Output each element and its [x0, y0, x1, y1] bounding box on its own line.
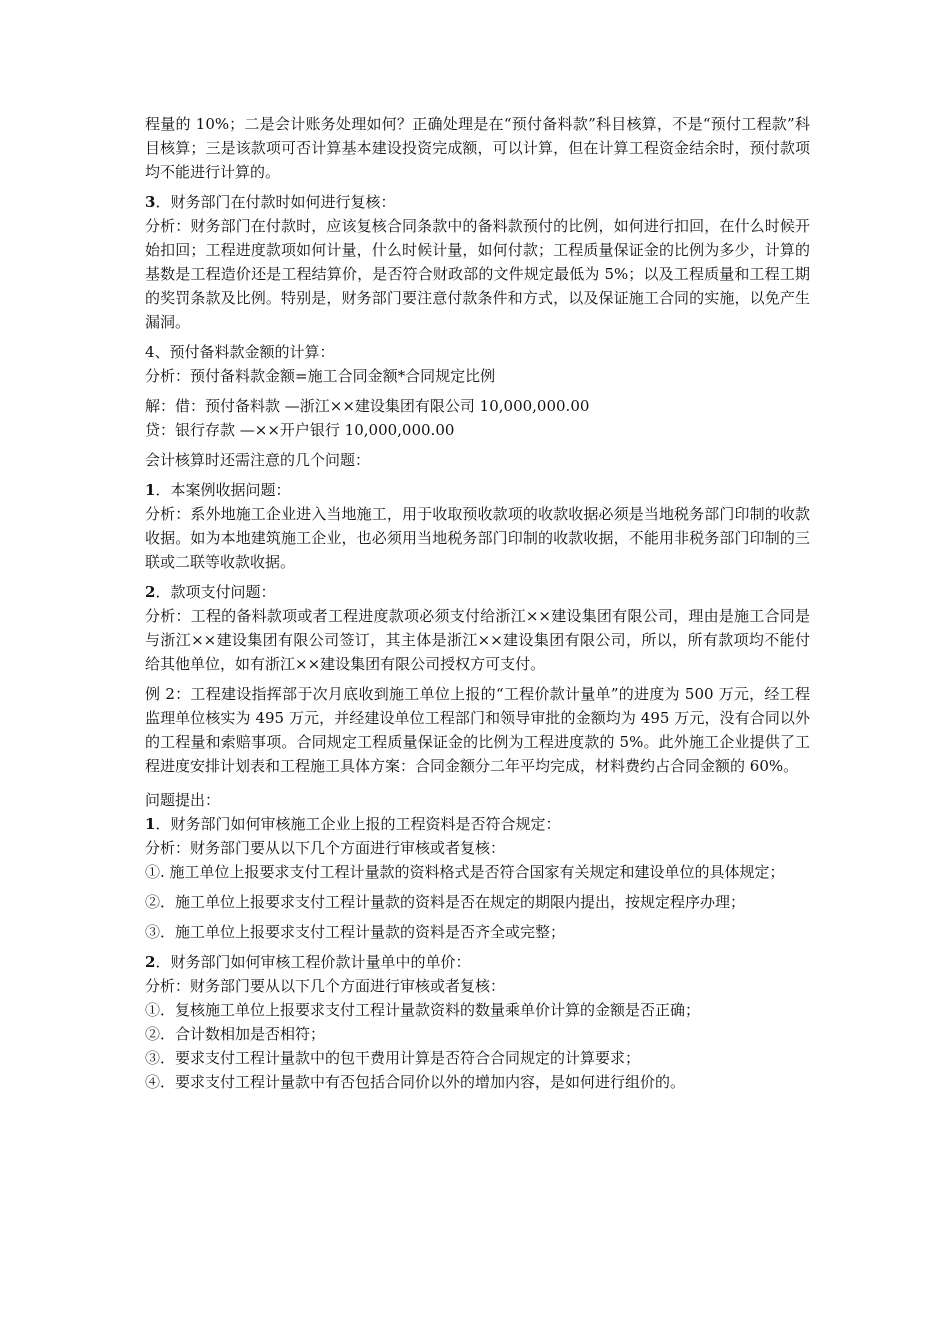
list-item: ①．复核施工单位上报要求支付工程计量款资料的数量乘单价计算的金额是否正确；	[145, 1001, 701, 1019]
document-page	[145, 112, 810, 1094]
paragraph-example-2: 例 2：工程建设指挥部于次月底收到施工单位上报的“工程价款计量单”的进度为 500 万元，经工程监理单位核实为 495 万元，并经建设单位工程部门和领导审批的金额均为 495 万元，没有合同以外的工程量和索赔事项。合同规定工程质量保证金的比例为工程进度款的 5%。此外施工企业提供了工程进度安排计划表和工程施工具体方案：合同金额分二年平均完成，材料费约占合同金额的 60%。	[145, 685, 810, 775]
heading-text: ．财务部门如何审核施工企业上报的工程资料是否符合规定：	[155, 815, 561, 833]
paragraph-analysis: 分析：系外地施工企业进入当地施工，用于收取预收款项的收款收据必须是当地税务部门印制的收款收据。如为本地建筑施工企业，也必须用当地税务部门印制的收款收据，不能用非税务部门印制的三联或二联等收款收据。	[145, 505, 810, 571]
heading-review-unit-price	[145, 950, 810, 974]
list-item: ①. 施工单位上报要求支付工程计量款的资料格式是否符合国家有关规定和建设单位的具体规定；	[145, 863, 785, 881]
paragraph-credit-entry: 贷：银行存款 —××开户银行 10,000,000.00	[145, 421, 455, 439]
heading-number: 2	[145, 583, 156, 601]
heading-payment-review	[145, 190, 810, 214]
heading-number: 1	[145, 815, 156, 833]
paragraph-notes-intro: 会计核算时还需注意的几个问题：	[145, 451, 371, 469]
heading-text: ．本案例收据问题：	[155, 481, 291, 499]
heading-payment-issue	[145, 580, 810, 604]
list-item: ④．要求支付工程计量款中有否包括合同价以外的增加内容，是如何进行组价的。	[145, 1073, 686, 1091]
heading-number: 3	[145, 193, 156, 211]
heading-text: ．财务部门如何审核工程价款计量单中的单价：	[155, 953, 471, 971]
heading-text: ．财务部门在付款时如何进行复核：	[155, 193, 396, 211]
list-item: ②．合计数相加是否相符；	[145, 1025, 326, 1043]
paragraph-intro: 程量的 10%；二是会计账务处理如何？正确处理是在“预付备料款”科目核算，不是“预付工程款”科目核算；三是该款项可否计算基本建设投资完成额，可以计算，但在计算工程资金结余时，预付款项均不能进行计算的。	[145, 115, 810, 181]
paragraph-debit-entry: 解：借：预付备料款 —浙江××建设集团有限公司 10,000,000.00	[145, 397, 590, 415]
list-item: ③．施工单位上报要求支付工程计量款的资料是否齐全或完整；	[145, 923, 566, 941]
paragraph-questions: 问题提出：	[145, 791, 221, 809]
heading-number: 2	[145, 953, 156, 971]
heading-text: ．款项支付问题：	[155, 583, 276, 601]
heading-number: 1	[145, 481, 156, 499]
paragraph-analysis: 分析：财务部门在付款时，应该复核合同条款中的备料款预付的比例，如何进行扣回，在什么时候开始扣回；工程进度款项如何计量，什么时候计量，如何付款；工程质量保证金的比例为多少，计算的基数是工程造价还是工程结算价，是否符合财政部的文件规定最低为 5%；以及工程质量和工程工期的奖罚条款及比例。特别是，财务部门要注意付款条件和方式，以及保证施工合同的实施，以免产生漏洞。	[145, 217, 810, 331]
list-item: ③．要求支付工程计量款中的包干费用计算是否符合合同规定的计算要求；	[145, 1049, 641, 1067]
paragraph-analysis: 分析：财务部门要从以下几个方面进行审核或者复核：	[145, 977, 506, 995]
paragraph-analysis: 分析：工程的备料款项或者工程进度款项必须支付给浙江××建设集团有限公司，理由是施工合同是与浙江××建设集团有限公司签订，其主体是浙江××建设集团有限公司，所以，所有款项均不能付给其他单位，如有浙江××建设集团有限公司授权方可支付。	[145, 607, 810, 673]
paragraph-formula: 分析：预付备料款金额=施工合同金额*合同规定比例	[145, 367, 496, 385]
heading-receipt-issue	[145, 478, 810, 502]
paragraph-analysis: 分析：财务部门要从以下几个方面进行审核或者复核：	[145, 839, 506, 857]
heading-review-materials	[145, 812, 810, 836]
list-item: ②．施工单位上报要求支付工程计量款的资料是否在规定的期限内提出，按规定程序办理；	[145, 893, 746, 911]
heading-prepayment-calc: 4、预付备料款金额的计算：	[145, 343, 335, 361]
